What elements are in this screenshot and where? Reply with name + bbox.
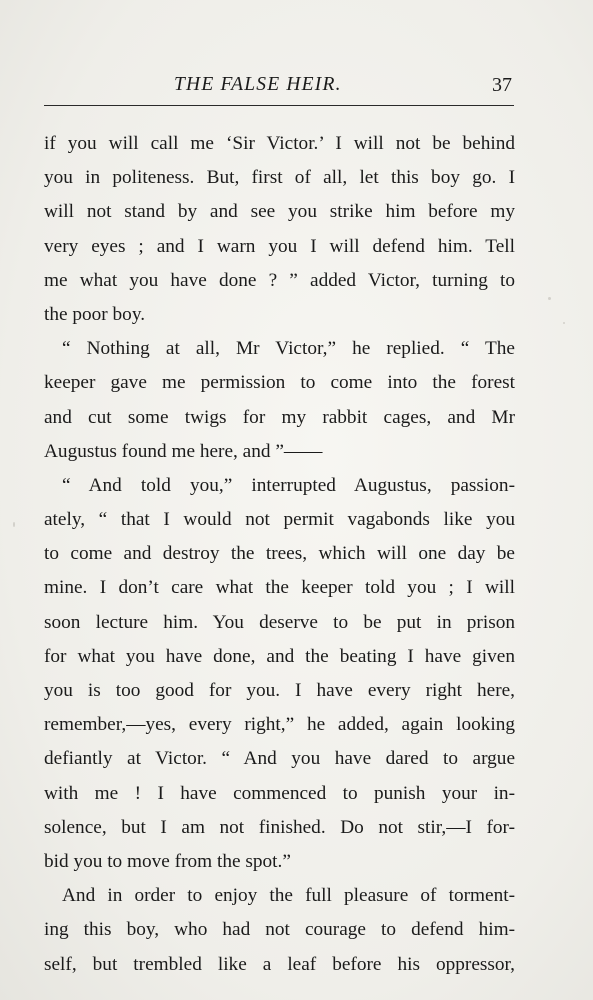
text-line: you in politeness. But, first of all, let this boy go. I bbox=[44, 167, 515, 189]
text-line: bid you to move from the spot.” bbox=[44, 850, 291, 872]
text-line: self, but trembled like a leaf before his oppressor, bbox=[44, 953, 515, 975]
page-number: 37 bbox=[492, 74, 512, 96]
running-title: THE FALSE HEIR. bbox=[174, 74, 342, 95]
text-line: for what you have done, and the beating I have given bbox=[44, 645, 515, 667]
text-line: defiantly at Victor. “ And you have dared to argue bbox=[44, 748, 515, 770]
text-line: me what you have done ? ” added Victor, turning to bbox=[44, 269, 515, 291]
text-line: you is too good for you. I have every right here, bbox=[44, 680, 515, 701]
text-line: And in order to enjoy the full pleasure of torment- bbox=[62, 885, 515, 907]
text-line: “ Nothing at all, Mr Victor,” he replied. “ The bbox=[62, 338, 515, 360]
paper-speck bbox=[563, 322, 565, 324]
text-line: keeper gave me permission to come into the forest bbox=[44, 372, 515, 394]
text-line: to come and destroy the trees, which will one day be bbox=[44, 543, 515, 565]
text-line: the poor boy. bbox=[44, 303, 146, 325]
text-line: ing this boy, who had not courage to defend him- bbox=[44, 919, 515, 941]
text-line: remember,—yes, every right,” he added, again looking bbox=[44, 714, 515, 736]
text-line: very eyes ; and I warn you I will defend him. Tell bbox=[44, 235, 515, 257]
paper-speck bbox=[548, 297, 551, 300]
paper-speck bbox=[13, 522, 15, 527]
text-line: with me ! I have commenced to punish your in- bbox=[44, 782, 515, 804]
text-line: Augustus found me here, and ”—— bbox=[44, 440, 323, 462]
text-line: “ And told you,” interrupted Augustus, passion- bbox=[62, 474, 515, 496]
header-rule bbox=[44, 105, 514, 106]
text-line: ately, “ that I would not permit vagabonds like you bbox=[44, 509, 515, 531]
text-line: will not stand by and see you strike him before my bbox=[44, 201, 515, 223]
text-line: if you will call me ‘Sir Victor.’ I will not be behind bbox=[44, 133, 515, 154]
text-line: mine. I don’t care what the keeper told you ; I will bbox=[44, 577, 515, 599]
text-line: solence, but I am not finished. Do not stir,—I for- bbox=[44, 816, 515, 838]
body-text bbox=[44, 127, 515, 982]
text-line: soon lecture him. You deserve to be put in prison bbox=[44, 611, 515, 633]
page-header bbox=[44, 72, 514, 102]
text-line: and cut some twigs for my rabbit cages, and Mr bbox=[44, 406, 515, 428]
